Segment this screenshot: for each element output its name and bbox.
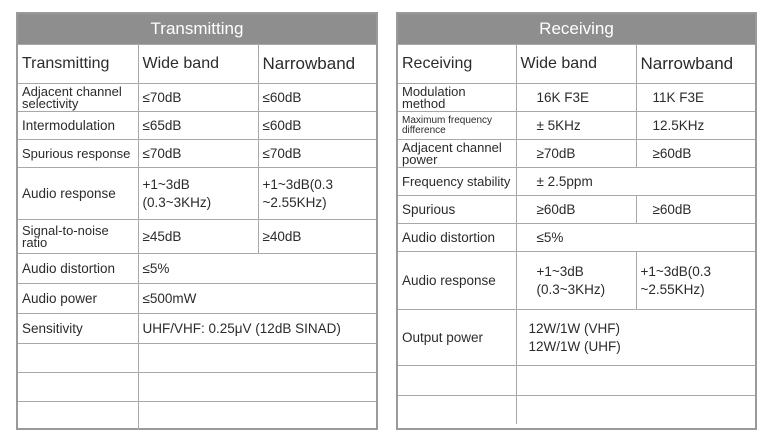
empty-row (398, 396, 755, 424)
wide-value: ≥45dB (138, 220, 258, 254)
row-label: Output power (398, 310, 516, 366)
table-row (18, 140, 376, 168)
table-header-row (18, 45, 376, 84)
header-narrowband: Narrowband (636, 45, 755, 84)
table-row (398, 252, 755, 310)
narrow-value: +1~3dB(0.3 ~2.55KHz) (258, 168, 376, 220)
wide-value: 12W/1W (VHF) 12W/1W (UHF) (516, 310, 755, 366)
wide-value: ≥60dB (516, 196, 636, 224)
wide-value: ≤5% (516, 224, 755, 252)
transmitting-table (18, 44, 376, 430)
row-label: Audio distortion (18, 254, 138, 284)
wide-value: ≤65dB (138, 112, 258, 140)
row-label: Intermodulation (18, 112, 138, 140)
table-row (18, 220, 376, 254)
table-row (18, 168, 376, 220)
table-header-row (398, 45, 755, 84)
table-row (18, 84, 376, 112)
empty-row (18, 344, 376, 373)
table-row (398, 140, 755, 168)
empty-row (18, 402, 376, 430)
header-parameter: Transmitting (18, 45, 138, 84)
narrow-value: ≤70dB (258, 140, 376, 168)
table-row (398, 310, 755, 366)
wide-value: +1~3dB (0.3~3KHz) (138, 168, 258, 220)
transmitting-panel (16, 12, 378, 430)
wide-value: 16K F3E (516, 84, 636, 112)
empty-row (18, 373, 376, 402)
row-label: Audio distortion (398, 224, 516, 252)
narrow-value: 12.5KHz (636, 112, 755, 140)
transmitting-banner: Transmitting (18, 14, 376, 44)
narrow-value: 11K F3E (636, 84, 755, 112)
table-row (18, 314, 376, 344)
row-label: Maximum frequency difference (398, 112, 516, 140)
table-row (398, 196, 755, 224)
table-row (18, 112, 376, 140)
receiving-table (398, 44, 755, 424)
narrow-value: ≤60dB (258, 112, 376, 140)
header-wide-band: Wide band (138, 45, 258, 84)
wide-value: +1~3dB (0.3~3KHz) (516, 252, 636, 310)
table-row (18, 254, 376, 284)
row-label: Sensitivity (18, 314, 138, 344)
table-row (398, 112, 755, 140)
row-label: Spurious (398, 196, 516, 224)
wide-value: ± 5KHz (516, 112, 636, 140)
narrow-value: +1~3dB(0.3 ~2.55KHz) (636, 252, 755, 310)
receiving-panel (396, 12, 757, 430)
row-label: Signal-to-noise ratio (18, 220, 138, 254)
wide-value: ≥70dB (516, 140, 636, 168)
table-row (398, 224, 755, 252)
row-label: Spurious response (18, 140, 138, 168)
header-narrowband: Narrowband (258, 45, 376, 84)
row-label: Audio power (18, 284, 138, 314)
row-label: Audio response (18, 168, 138, 220)
wide-value: ≤5% (138, 254, 376, 284)
wide-value: ≤70dB (138, 140, 258, 168)
wide-value: ± 2.5ppm (516, 168, 755, 196)
narrow-value: ≤60dB (258, 84, 376, 112)
receiving-banner: Receiving (398, 14, 755, 44)
table-row (398, 168, 755, 196)
table-row (398, 84, 755, 112)
narrow-value: ≥60dB (636, 196, 755, 224)
narrow-value: ≥40dB (258, 220, 376, 254)
wide-value: ≤500mW (138, 284, 376, 314)
row-label: Audio response (398, 252, 516, 310)
row-label: Frequency stability (398, 168, 516, 196)
row-label: Modulation method (398, 84, 516, 112)
narrow-value: ≥60dB (636, 140, 755, 168)
header-wide-band: Wide band (516, 45, 636, 84)
header-parameter: Receiving (398, 45, 516, 84)
wide-value: ≤70dB (138, 84, 258, 112)
empty-row (398, 366, 755, 396)
table-row (18, 284, 376, 314)
wide-value: UHF/VHF: 0.25μV (12dB SINAD) (138, 314, 376, 344)
row-label: Adjacent channel power (398, 140, 516, 168)
row-label: Adjacent channel selectivity (18, 84, 138, 112)
